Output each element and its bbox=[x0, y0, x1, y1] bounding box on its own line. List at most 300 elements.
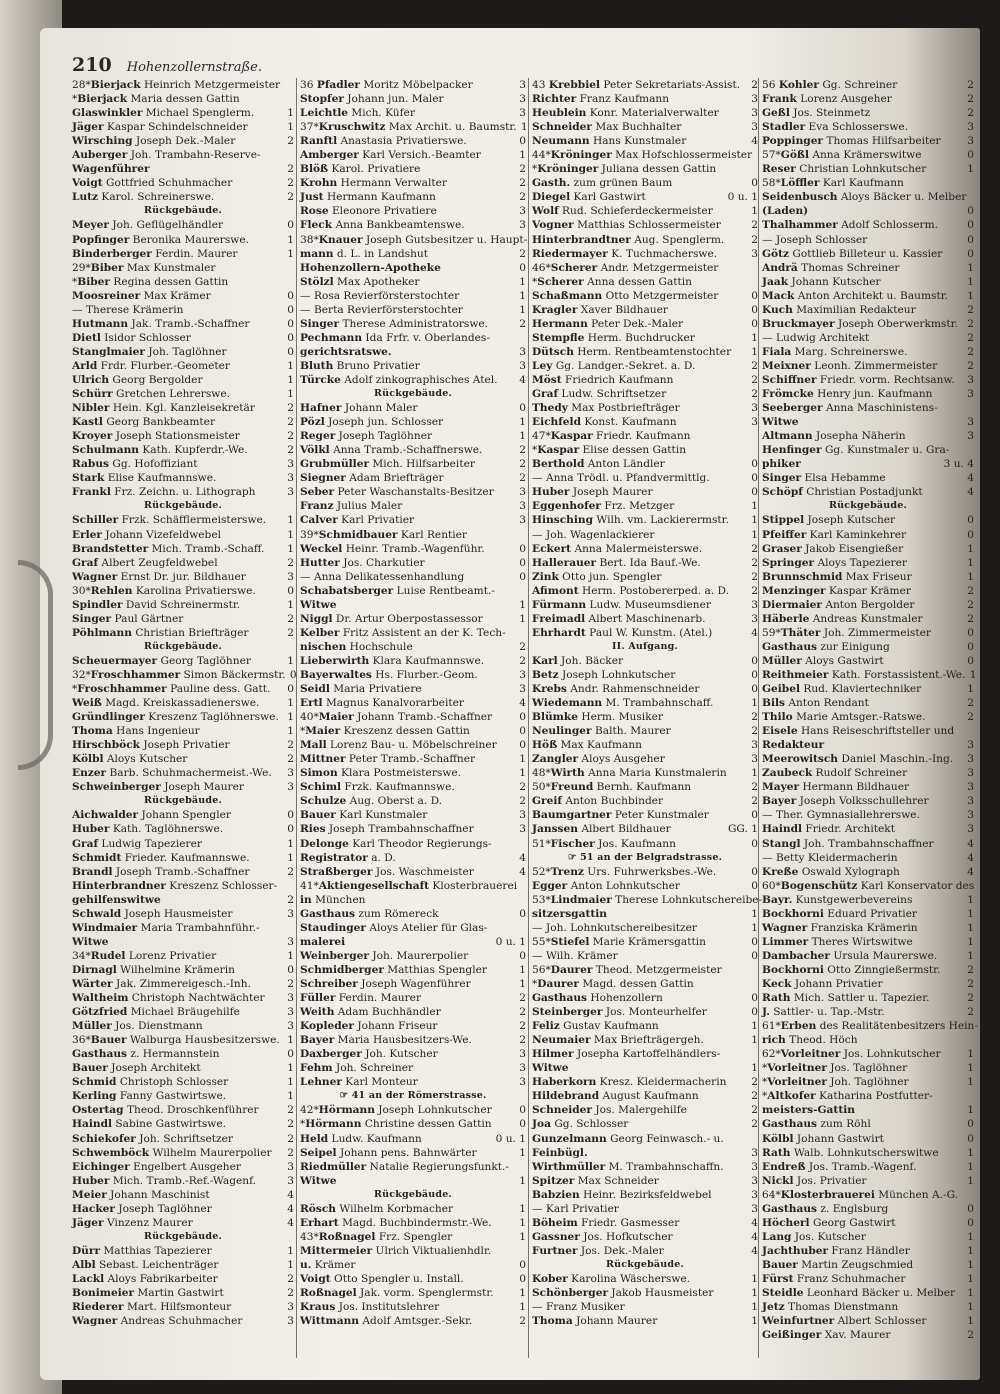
directory-entry bbox=[300, 148, 526, 162]
entry-text: Mittermeier Ulrich Viktualienhdlr. bbox=[300, 1244, 492, 1257]
entry-text: Schmidt Frieder. Kaufmannswe. bbox=[72, 851, 250, 864]
floor-number: 0 bbox=[519, 556, 526, 569]
floor-number: 4 bbox=[967, 472, 974, 485]
directory-entry bbox=[72, 387, 294, 401]
entry-text: Erhart Magd. Buchbindermstr.-We. bbox=[300, 1216, 492, 1229]
floor-number: 1 bbox=[751, 697, 758, 710]
directory-entry bbox=[762, 837, 974, 851]
entry-text: Nickl Jos. Privatier bbox=[762, 1174, 867, 1187]
floor-number: 3 bbox=[287, 486, 294, 499]
entry-text: 53*Lindmaier Therese Lohnkutschereibe- bbox=[532, 893, 763, 906]
directory-entry bbox=[300, 752, 526, 766]
entry-text: Geißinger Xav. Maurer bbox=[762, 1329, 891, 1342]
directory-entry bbox=[300, 78, 526, 92]
entry-text: Kölbl Aloys Kutscher bbox=[72, 753, 188, 766]
entry-text: Stark Elise Kaufmannswe. bbox=[72, 472, 217, 485]
directory-entry bbox=[532, 485, 758, 499]
entry-text: Spindler David Schreinermstr. bbox=[72, 598, 241, 611]
floor-number: 2 bbox=[751, 388, 758, 401]
directory-entry bbox=[762, 331, 974, 345]
floor-number: 3 bbox=[967, 809, 974, 822]
entry-text: Meixner Leonh. Zimmermeister bbox=[762, 359, 938, 372]
directory-entry bbox=[762, 668, 977, 682]
entry-text: Brunnschmid Max Friseur bbox=[762, 570, 912, 583]
floor-number: 0 bbox=[751, 935, 758, 948]
directory-entry bbox=[532, 724, 758, 738]
floor-number: 3 bbox=[519, 514, 526, 527]
directory-entry bbox=[762, 1033, 974, 1047]
floor-number: 3 bbox=[967, 416, 974, 429]
directory-entry bbox=[72, 528, 294, 542]
directory-entry bbox=[762, 345, 974, 359]
entry-text: Seber Peter Waschanstalts-Besitzer bbox=[300, 486, 494, 499]
section-heading: Rückgebäude. bbox=[144, 205, 222, 217]
directory-entry bbox=[72, 1047, 294, 1061]
entry-text: Bockhorni Otto Zinngießermstr. bbox=[762, 963, 941, 976]
floor-number: 2 bbox=[751, 79, 758, 91]
floor-number: 1 bbox=[751, 1287, 758, 1300]
floor-number: 1 bbox=[519, 1287, 526, 1300]
entry-text: Registrator a. D. bbox=[300, 851, 396, 864]
entry-text: Gasthaus zum Röhl bbox=[762, 1118, 871, 1131]
entry-text: Schulmann Kath. Kupferdr.-We. bbox=[72, 444, 248, 457]
entry-text: Kelber Fritz Assistent an der K. Tech- bbox=[300, 626, 506, 639]
floor-number: 2 bbox=[519, 992, 526, 1005]
directory-entry bbox=[762, 865, 974, 879]
floor-number: 1 bbox=[967, 893, 974, 906]
entry-text: Dürr Matthias Tapezierer bbox=[72, 1244, 212, 1257]
directory-entry bbox=[762, 991, 974, 1005]
entry-text: Endreß Jos. Tramb.-Wagenf. bbox=[762, 1160, 917, 1173]
directory-entry bbox=[72, 724, 294, 738]
floor-number: 3 bbox=[967, 753, 974, 766]
directory-entry bbox=[532, 1146, 758, 1160]
directory-entry bbox=[72, 682, 294, 696]
floor-number: 1 bbox=[519, 767, 526, 780]
floor-number: 1 bbox=[287, 528, 294, 541]
floor-number: 1 bbox=[519, 1174, 526, 1187]
entry-text: Fürst Franz Schuhmacher bbox=[762, 1272, 906, 1285]
floor-number: 2 bbox=[287, 1132, 294, 1145]
floor-number: 2 bbox=[967, 992, 974, 1005]
directory-entry bbox=[532, 317, 758, 331]
floor-number: 1 bbox=[287, 388, 294, 401]
directory-entry bbox=[300, 570, 526, 584]
directory-entry bbox=[300, 724, 526, 738]
entry-text: Gasthaus Hohenzollern bbox=[532, 992, 663, 1005]
section-heading: II. Aufgang. bbox=[612, 640, 678, 652]
entry-text: Hinsching Wilh. vm. Lackierermstr. bbox=[532, 514, 729, 527]
directory-entry bbox=[72, 1216, 294, 1230]
directory-entry bbox=[300, 261, 526, 275]
entry-text: Schmid Christoph Schlosser bbox=[72, 1076, 229, 1089]
directory-entry bbox=[532, 1188, 758, 1202]
directory-entry bbox=[72, 513, 294, 527]
floor-number: 1 bbox=[519, 978, 526, 990]
floor-number: 3 bbox=[751, 402, 758, 415]
directory-entry bbox=[762, 471, 974, 485]
directory-entry bbox=[72, 822, 294, 836]
entry-text: Dütsch Herm. Rentbeamtenstochter bbox=[532, 345, 732, 358]
floor-number: 1 bbox=[519, 149, 526, 162]
floor-number: 3 bbox=[751, 93, 758, 106]
directory-entry bbox=[762, 1047, 974, 1061]
entry-text: Bauer Karl Kunstmaler bbox=[300, 809, 428, 822]
entry-text: Meerowitsch Daniel Maschin.-Ing. bbox=[762, 753, 954, 766]
entry-text: Popfinger Beronika Maurerswe. bbox=[72, 233, 249, 246]
floor-number: 4 bbox=[751, 1216, 758, 1229]
floor-number: 1 bbox=[287, 1062, 294, 1075]
floor-number: 2 bbox=[287, 556, 294, 569]
directory-entry bbox=[532, 1160, 758, 1174]
entry-text: Jäger Kaspar Schindelschneider bbox=[72, 121, 248, 134]
entry-text: — Anna Trödl. u. Pfandvermittlg. bbox=[532, 472, 710, 485]
entry-text: Egger Anton Lohnkutscher bbox=[532, 879, 680, 892]
entry-text: 51*Fischer Jos. Kaufmann bbox=[532, 837, 676, 850]
directory-entry bbox=[762, 106, 974, 120]
entry-text: Weinfurtner Albert Schlosser bbox=[762, 1315, 927, 1328]
directory-entry bbox=[300, 1047, 526, 1061]
entry-text: *Froschhammer Pauline dess. Gatt. bbox=[72, 683, 271, 696]
floor-number: 3 bbox=[751, 1146, 758, 1159]
floor-number: 1 bbox=[967, 542, 974, 555]
directory-entry bbox=[762, 513, 974, 527]
floor-number: 1 bbox=[967, 1315, 974, 1328]
entry-text: Limmer Theres Wirtswitwe bbox=[762, 935, 913, 948]
floor-number: 3 bbox=[967, 373, 974, 386]
directory-entry bbox=[72, 106, 294, 120]
directory-entry bbox=[72, 907, 294, 921]
directory-entry bbox=[72, 331, 294, 345]
entry-text: Stippel Joseph Kutscher bbox=[762, 514, 896, 527]
directory-entry bbox=[300, 162, 526, 176]
entry-text: Wirsching Joseph Dek.-Maler bbox=[72, 135, 236, 148]
entry-text: Krohn Hermann Verwalter bbox=[300, 177, 447, 190]
entry-text: Reger Joseph Taglöhner bbox=[300, 430, 433, 443]
directory-entry bbox=[72, 233, 294, 247]
floor-number: 2 bbox=[287, 626, 294, 639]
directory-entry bbox=[532, 176, 758, 190]
entry-text: Amberger Karl Versich.-Beamter bbox=[300, 149, 481, 162]
floor-number: 4 bbox=[287, 1216, 294, 1229]
floor-number: 1 bbox=[287, 121, 294, 134]
floor-number: 1 bbox=[967, 1272, 974, 1285]
directory-entry bbox=[532, 218, 758, 232]
floor-number: 2 bbox=[751, 1076, 758, 1089]
floor-number: 1 bbox=[967, 935, 974, 948]
entry-text: Graf Ludw. Schriftsetzer bbox=[532, 388, 667, 401]
directory-entry bbox=[72, 584, 294, 598]
directory-entry bbox=[300, 106, 526, 120]
floor-number: 3 bbox=[287, 1006, 294, 1019]
directory-entry bbox=[762, 907, 974, 921]
floor-number: 2 bbox=[287, 402, 294, 415]
directory-entry bbox=[300, 443, 526, 457]
entry-text: Kroyer Joseph Stationsmeister bbox=[72, 430, 240, 443]
entry-text: gehilfenswitwe bbox=[72, 893, 161, 906]
floor-number: 2 bbox=[287, 191, 294, 204]
entry-text: Dambacher Ursula Maurerswe. bbox=[762, 949, 938, 962]
floor-number: 1 bbox=[967, 1048, 974, 1061]
entry-text: *Vorleitner Jos. Taglöhner bbox=[762, 1062, 908, 1075]
directory-entry bbox=[72, 78, 294, 92]
directory-entry bbox=[300, 1174, 526, 1188]
entry-text: Schabatsberger Luise Rentbeamt.- bbox=[300, 584, 495, 597]
directory-entry bbox=[72, 345, 294, 359]
entry-text: *Kröninger Juliana dessen Gattin bbox=[532, 163, 717, 176]
directory-entry bbox=[762, 935, 974, 949]
directory-entry bbox=[72, 921, 294, 935]
directory-entry bbox=[72, 1272, 294, 1286]
floor-number: 3 bbox=[751, 416, 758, 429]
directory-entry bbox=[762, 1202, 974, 1216]
floor-number: 1 bbox=[519, 1202, 526, 1215]
directory-entry bbox=[762, 794, 974, 808]
entry-text: Thoma Hans Ingenieur bbox=[72, 725, 200, 738]
entry-text: phiker bbox=[762, 458, 801, 471]
entry-text: gerichtsratswe. bbox=[300, 345, 392, 358]
directory-entry bbox=[762, 977, 974, 991]
entry-text: Haindl Friedr. Architekt bbox=[762, 823, 895, 836]
directory-entry bbox=[300, 1019, 526, 1033]
entry-text: Höcherl Georg Gastwirt bbox=[762, 1216, 896, 1229]
directory-entry bbox=[532, 1047, 758, 1061]
directory-entry bbox=[72, 780, 294, 794]
directory-entry bbox=[72, 457, 294, 471]
entry-text: Pfeiffer Karl Kaminkehrer bbox=[762, 528, 907, 541]
floor-number: 2 bbox=[967, 1006, 974, 1019]
floor-number: 1 bbox=[751, 907, 758, 920]
entry-text: Zaubeck Rudolf Schreiner bbox=[762, 767, 908, 780]
directory-entry bbox=[72, 1075, 294, 1089]
directory-entry bbox=[300, 598, 526, 612]
entry-text: Eckert Anna Malermeisterswe. bbox=[532, 542, 703, 555]
entry-text: Stangl Joh. Trambahnschaffner bbox=[762, 837, 934, 850]
directory-entry bbox=[300, 879, 526, 893]
floor-number: 1 bbox=[967, 1076, 974, 1089]
directory-entry bbox=[532, 162, 758, 176]
entry-text: Bayer Maria Hausbesitzers-We. bbox=[300, 1034, 472, 1047]
directory-entry bbox=[72, 275, 294, 289]
entry-text: Schneider Max Buchhalter bbox=[532, 121, 682, 134]
floor-number: 2 bbox=[967, 359, 974, 372]
floor-number: 0 bbox=[287, 1048, 294, 1061]
floor-number: 0 bbox=[967, 626, 974, 639]
entry-text: Kragler Xaver Bildhauer bbox=[532, 303, 668, 316]
entry-text: Hohenzollern-Apotheke bbox=[300, 261, 441, 274]
floor-number: 1 bbox=[519, 289, 526, 302]
directory-entry bbox=[762, 542, 974, 556]
directory-entry bbox=[300, 134, 526, 148]
directory-entry bbox=[762, 1132, 974, 1146]
entry-text: 64*Klosterbrauerei München A.-G. bbox=[762, 1188, 959, 1201]
floor-number: 0 bbox=[751, 472, 758, 485]
directory-entry bbox=[72, 134, 294, 148]
entry-text: Redakteur bbox=[762, 739, 825, 752]
entry-text: Jachthuber Franz Händler bbox=[762, 1244, 910, 1257]
directory-entry bbox=[532, 275, 758, 289]
directory-entry bbox=[300, 977, 526, 991]
directory-entry bbox=[762, 275, 974, 289]
directory-entry bbox=[532, 528, 758, 542]
entry-text: Neumaier Max Briefträgergeh. bbox=[532, 1034, 704, 1047]
directory-entry bbox=[72, 148, 294, 162]
floor-number: 4 bbox=[519, 865, 526, 878]
directory-entry bbox=[300, 682, 526, 696]
section-heading: Rückgebäude. bbox=[144, 1230, 222, 1242]
entry-text: — Joh. Lohnkutschereibesitzer bbox=[532, 921, 697, 934]
floor-number: 2 bbox=[967, 317, 974, 330]
floor-number: 3 bbox=[751, 739, 758, 752]
entry-text: — Joh. Wagenlackierer bbox=[532, 528, 655, 541]
entry-text: 52*Trenz Urs. Fuhrwerksbes.-We. bbox=[532, 865, 717, 878]
entry-text: Hutter Jos. Charkutier bbox=[300, 556, 425, 569]
floor-number: 0 bbox=[967, 205, 974, 218]
directory-entry bbox=[72, 1033, 294, 1047]
floor-number: 2 bbox=[519, 654, 526, 667]
floor-number: 1 bbox=[967, 949, 974, 962]
entry-text: Heublein Konr. Materialverwalter bbox=[532, 107, 719, 120]
floor-number: 3 bbox=[967, 135, 974, 148]
entry-text: Schwald Joseph Hausmeister bbox=[72, 907, 233, 920]
entry-text: Greif Anton Buchbinder bbox=[532, 795, 664, 808]
directory-entry bbox=[532, 584, 758, 598]
floor-number: 2 bbox=[287, 135, 294, 148]
floor-number: 2 bbox=[287, 430, 294, 443]
floor-number: 1 bbox=[967, 1258, 974, 1271]
directory-entry bbox=[300, 935, 526, 949]
directory-entry bbox=[300, 457, 526, 471]
entry-text: Bluth Bruno Privatier bbox=[300, 359, 420, 372]
floor-number: 2 bbox=[519, 458, 526, 471]
directory-entry bbox=[532, 542, 758, 556]
floor-number: 0 bbox=[519, 542, 526, 555]
directory-entry bbox=[532, 471, 758, 485]
entry-text: Enzer Barb. Schuhmachermeist.-We. bbox=[72, 767, 272, 780]
entry-text: Schönberger Jakob Hausmeister bbox=[532, 1287, 714, 1300]
floor-number: 4 bbox=[287, 1188, 294, 1201]
directory-entry bbox=[762, 780, 974, 794]
directory-entry bbox=[532, 794, 758, 808]
directory-entry bbox=[72, 1089, 294, 1103]
directory-entry bbox=[72, 1174, 294, 1188]
entry-text: Rath Walb. Lohnkutscherswitwe bbox=[762, 1146, 939, 1159]
directory-entry bbox=[762, 148, 974, 162]
directory-entry bbox=[762, 1328, 974, 1342]
floor-number: 0 bbox=[287, 963, 294, 976]
directory-entry bbox=[72, 1188, 294, 1202]
directory-entry bbox=[762, 1089, 974, 1103]
floor-number: 3 bbox=[287, 1160, 294, 1173]
floor-number: 3 bbox=[287, 767, 294, 780]
directory-entry bbox=[762, 851, 974, 865]
floor-number: 4 bbox=[967, 486, 974, 499]
entry-text: *Kaspar Elise dessen Gattin bbox=[532, 444, 687, 457]
directory-entry bbox=[300, 471, 526, 485]
entry-text: Staudinger Aloys Atelier für Glas- bbox=[300, 921, 488, 934]
floor-number: 0 bbox=[967, 219, 974, 232]
entry-text: Krebs Andr. Rahmenschneider bbox=[532, 683, 700, 696]
entry-text: Graf Ludwig Tapezierer bbox=[72, 837, 202, 850]
entry-text: 40*Maier Johann Tramb.-Schaffner bbox=[300, 711, 493, 724]
directory-entry bbox=[72, 1103, 294, 1117]
floor-number: 4 bbox=[519, 373, 526, 386]
floor-number: 2 bbox=[751, 711, 758, 724]
directory-entry bbox=[762, 1258, 974, 1272]
directory-entry bbox=[300, 499, 526, 513]
floor-number: 1 bbox=[751, 1315, 758, 1328]
directory-entry bbox=[762, 1005, 974, 1019]
entry-text: mann d. L. in Landshut bbox=[300, 247, 429, 260]
entry-text: Bockhorni Eduard Privatier bbox=[762, 907, 917, 920]
entry-text: — Anna Delikatessenhandlung bbox=[300, 570, 465, 583]
floor-number: 0 bbox=[519, 1118, 526, 1131]
entry-text: Singer Elsa Hebamme bbox=[762, 472, 886, 485]
floor-number: 2 bbox=[519, 191, 526, 204]
floor-number: 1 bbox=[751, 1272, 758, 1285]
directory-entry bbox=[72, 837, 294, 851]
floor-number: 0 bbox=[519, 907, 526, 920]
directory-entry bbox=[300, 963, 526, 977]
directory-entry bbox=[72, 443, 294, 457]
entry-text: 47*Kaspar Friedr. Kaufmann bbox=[532, 430, 691, 443]
column-rule bbox=[758, 78, 759, 1358]
floor-number: 2 bbox=[751, 795, 758, 808]
floor-number: 1 bbox=[520, 121, 528, 134]
entry-text: 30*Rehlen Karolina Privatierswe. bbox=[72, 584, 256, 597]
entry-text: 36*Bauer Walburga Hausbesitzerswe. bbox=[72, 1034, 280, 1047]
entry-text: sitzersgattin bbox=[532, 907, 607, 920]
floor-number: 1 bbox=[967, 556, 974, 569]
entry-text: Baumgartner Peter Kunstmaler bbox=[532, 809, 709, 822]
floor-number: 1 bbox=[751, 528, 758, 541]
entry-text: Voigt Otto Spengler u. Install. bbox=[300, 1272, 464, 1285]
directory-entry bbox=[532, 457, 758, 471]
directory-entry bbox=[762, 598, 974, 612]
floor-number: 1 bbox=[287, 1034, 294, 1047]
entry-text: Huber Kath. Taglöhnerswe. bbox=[72, 823, 224, 836]
floor-number: 0 bbox=[751, 1006, 758, 1019]
directory-entry bbox=[72, 977, 294, 991]
directory-entry bbox=[762, 710, 974, 724]
directory-entry bbox=[72, 851, 294, 865]
entry-text: Erler Johann Vizefeldwebel bbox=[72, 528, 221, 541]
entry-text: Gunzelmann Georg Feinwasch.- u. bbox=[532, 1132, 724, 1145]
floor-number: 4 bbox=[519, 697, 526, 710]
entry-text: Schürr Gretchen Lehrerswe. bbox=[72, 388, 230, 401]
floor-number: 3 bbox=[519, 93, 526, 106]
entry-text: Eggenhofer Frz. Metzger bbox=[532, 500, 675, 513]
entry-text: Daxberger Joh. Kutscher bbox=[300, 1048, 438, 1061]
floor-number: 3 bbox=[519, 500, 526, 513]
directory-entry bbox=[532, 1300, 758, 1314]
floor-number: 1 bbox=[287, 697, 294, 710]
floor-number: 3 bbox=[519, 683, 526, 696]
directory-entry bbox=[532, 949, 758, 963]
floor-number: 2 bbox=[519, 317, 526, 330]
directory-entry bbox=[72, 1314, 294, 1328]
floor-number: 0 bbox=[287, 317, 294, 330]
entry-text: 28*Bierjack Heinrich Metzgermeister bbox=[72, 79, 281, 91]
entry-text: Bayer Joseph Volksschullehrer bbox=[762, 795, 929, 808]
entry-text: Aichwalder Johann Spengler bbox=[72, 809, 231, 822]
floor-number: 2 bbox=[519, 163, 526, 176]
entry-text: Schiml Frzk. Kaufmannswe. bbox=[300, 781, 455, 794]
entry-text: Schwemböck Wilhelm Maurerpolier bbox=[72, 1146, 272, 1159]
entry-text: Singer Paul Gärtner bbox=[72, 612, 184, 625]
floor-number: 2 bbox=[519, 1020, 526, 1033]
floor-number: 0 bbox=[751, 879, 758, 892]
